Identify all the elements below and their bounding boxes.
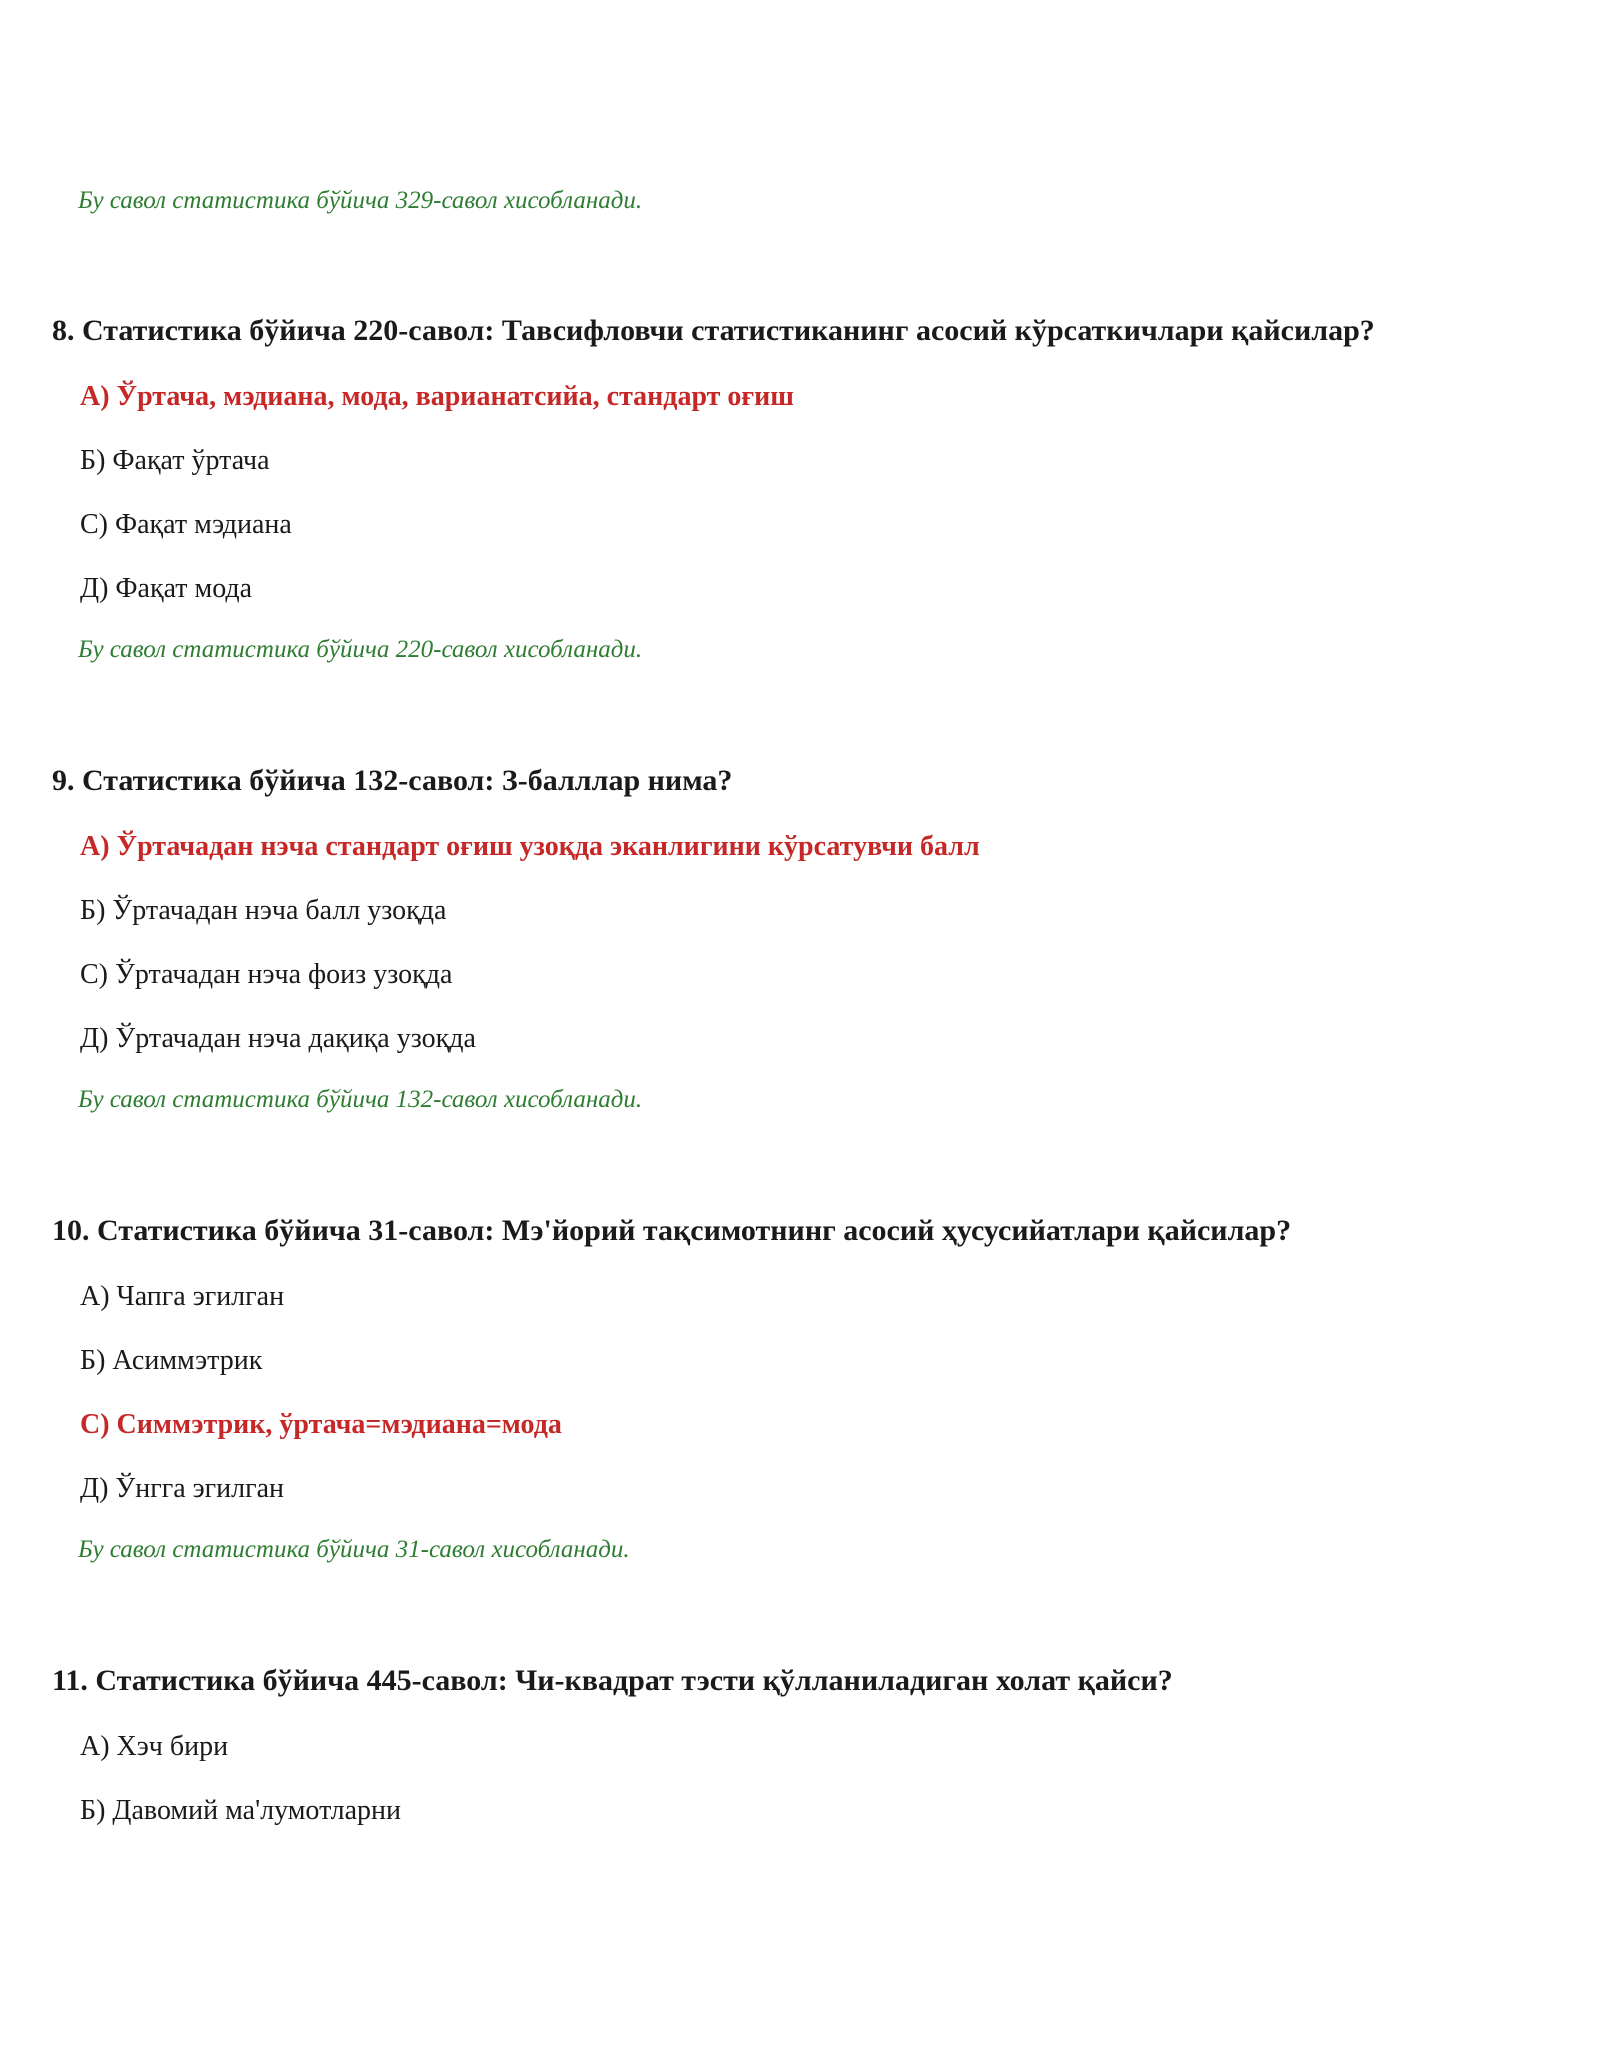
answer-option: А) Хэч бири (80, 1731, 229, 1762)
question-note-intro: Бу савол статистика бўйича 329-савол хисобланади. (78, 187, 643, 214)
answer-option: Д) Фақат мода (80, 573, 253, 604)
answer-option-correct: А) Ўртача, мэдиана, мода, варианатсийа, стандарт оғиш (80, 381, 794, 412)
answer-option: А) Чапга эгилган (80, 1281, 285, 1312)
question-note: Бу савол статистика бўйича 31-савол хисобланади. (78, 1536, 630, 1563)
answer-option: С) Фақат мэдиана (80, 509, 292, 540)
answer-option: Б) Давомий ма'лумотларни (80, 1795, 401, 1826)
answer-option: С) Ўртачадан нэча фоиз узоқда (80, 959, 453, 990)
question-title-11: 11. Статистика бўйича 445-савол: Чи-квадрат тэсти қўлланиладиган холат қайси? (52, 1664, 1173, 1697)
question-title-9: 9. Статистика бўйича 132-савол: З-балллар нима? (52, 764, 733, 797)
question-note: Бу савол статистика бўйича 132-савол хисобланади. (78, 1086, 643, 1113)
question-title-8: 8. Статистика бўйича 220-савол: Тавсифловчи статистиканинг асосий кўрсаткичлари қайсилар? (52, 314, 1375, 347)
answer-option: Д) Ўнгга эгилган (80, 1473, 284, 1504)
answer-option: Д) Ўртачадан нэча дақиқа узоқда (80, 1023, 476, 1054)
answer-option-correct: А) Ўртачадан нэча стандарт оғиш узоқда эканлигини кўрсатувчи балл (80, 831, 980, 862)
question-title-10: 10. Статистика бўйича 31-савол: Мэ'йорий тақсимотнинг асосий ҳусусийатлари қайсилар? (52, 1214, 1292, 1247)
question-note: Бу савол статистика бўйича 220-савол хисобланади. (78, 636, 643, 663)
answer-option: Б) Асиммэтрик (80, 1345, 263, 1376)
answer-option-correct: С) Симмэтрик, ўртача=мэдиана=мода (80, 1409, 562, 1440)
answer-option: Б) Фақат ўртача (80, 445, 270, 476)
answer-option: Б) Ўртачадан нэча балл узоқда (80, 895, 447, 926)
